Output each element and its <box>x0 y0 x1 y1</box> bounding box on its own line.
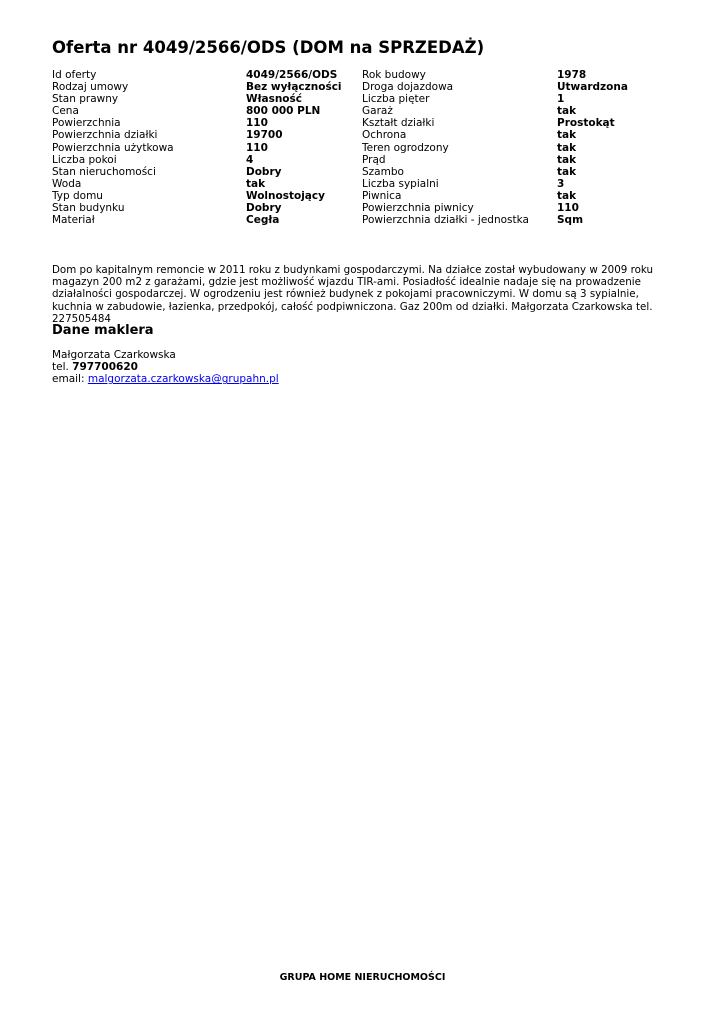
property-value: Własność <box>246 93 302 106</box>
agent-phone: 797700620 <box>72 361 138 374</box>
offer-description: Dom po kapitalnym remoncie w 2011 roku z budynkami gospodarczymi. Na działce został wybudowany w 2009 roku magazyn 200 m2 z garażami, gdzie jest możliwość wjazdu TIR-ami. Posiadłość idealnie nadaje się na prowadzenie działalności gospodarczej. W ogrodzeniu jest również budynek z pokojami pracowniczymi. W domu są 3 sypialnie, kuchnia w zabudowie, łazienka, przedpokój, całość podpiwniczona. Gaz 200m od działki. Małgorzata Czarkowska tel. 227505484 <box>52 264 654 325</box>
property-label: Id oferty <box>52 69 97 81</box>
property-label: Cena <box>52 105 79 118</box>
agent-email-link[interactable]: malgorzata.czarkowska@grupahn.pl <box>87 373 279 386</box>
property-row <box>52 166 682 178</box>
property-row <box>52 154 682 166</box>
agent-email-row <box>52 373 279 385</box>
property-label: Rok budowy <box>362 69 426 81</box>
property-label: Prąd <box>362 153 386 166</box>
property-value: 19700 <box>246 129 283 142</box>
property-label: Powierzchnia piwnicy <box>362 202 474 215</box>
property-value: 110 <box>557 202 579 215</box>
property-label: Szambo <box>362 165 404 178</box>
property-label: Liczba sypialni <box>362 177 439 190</box>
property-label: Kształt działki <box>362 117 435 130</box>
property-value: tak <box>557 189 577 202</box>
property-value: Prostokąt <box>557 117 615 130</box>
agent-phone-label: tel. <box>52 361 69 374</box>
property-value: 4 <box>246 153 254 166</box>
property-row <box>52 93 682 105</box>
property-value: tak <box>246 177 266 190</box>
property-row <box>52 117 682 129</box>
agent-name: Małgorzata Czarkowska <box>52 349 176 361</box>
property-value: tak <box>557 129 577 142</box>
property-label: Ochrona <box>362 129 407 142</box>
property-value: 4049/2566/ODS <box>246 69 338 81</box>
agent-details <box>52 349 279 386</box>
property-value: 1978 <box>557 69 587 81</box>
property-row <box>52 105 682 117</box>
property-label: Liczba pokoi <box>52 153 117 166</box>
property-value: Dobry <box>246 202 282 215</box>
property-label: Garaż <box>362 105 393 118</box>
property-value: tak <box>557 165 577 178</box>
property-label: Stan prawny <box>52 93 119 106</box>
property-value: Cegła <box>246 214 280 227</box>
property-label: Rodzaj umowy <box>52 81 129 94</box>
property-label: Woda <box>52 177 82 190</box>
property-value: 1 <box>557 93 565 106</box>
property-value: 3 <box>557 177 565 190</box>
agent-email-label: email: <box>52 373 85 386</box>
property-label: Powierzchnia działki <box>52 129 158 142</box>
property-row <box>52 129 682 141</box>
property-row <box>52 142 682 154</box>
page-title: Oferta nr 4049/2566/ODS (DOM na SPRZEDAŻ) <box>52 38 485 57</box>
property-label: Powierzchnia użytkowa <box>52 141 174 154</box>
property-value: Utwardzona <box>557 81 628 94</box>
property-label: Piwnica <box>362 189 402 202</box>
property-row <box>52 214 682 226</box>
property-label: Materiał <box>52 214 95 227</box>
property-label: Powierzchnia <box>52 117 121 130</box>
property-value: 110 <box>246 141 268 154</box>
property-value: 800 000 PLN <box>246 105 321 118</box>
property-row <box>52 190 682 202</box>
property-value: Wolnostojący <box>246 189 325 202</box>
property-row <box>52 202 682 214</box>
property-label: Liczba pięter <box>362 93 430 106</box>
property-label: Teren ogrodzony <box>362 141 449 154</box>
property-label: Droga dojazdowa <box>362 81 454 94</box>
property-row <box>52 178 682 190</box>
property-label: Stan budynku <box>52 202 125 215</box>
property-row <box>52 69 682 81</box>
property-label: Stan nieruchomości <box>52 165 156 178</box>
property-value: Sqm <box>557 214 584 227</box>
property-value: tak <box>557 105 577 118</box>
property-value: tak <box>557 153 577 166</box>
agent-phone-row <box>52 361 279 373</box>
property-label: Powierzchnia działki - jednostka <box>362 214 529 227</box>
property-value: Dobry <box>246 165 282 178</box>
property-value: 110 <box>246 117 268 130</box>
property-value: tak <box>557 141 577 154</box>
agent-heading: Dane maklera <box>52 323 154 338</box>
property-table <box>52 69 682 226</box>
property-label: Typ domu <box>52 189 103 202</box>
property-value: Bez wyłączności <box>246 81 342 94</box>
property-row <box>52 81 682 93</box>
footer-company: GRUPA HOME NIERUCHOMOŚCI <box>279 972 446 983</box>
